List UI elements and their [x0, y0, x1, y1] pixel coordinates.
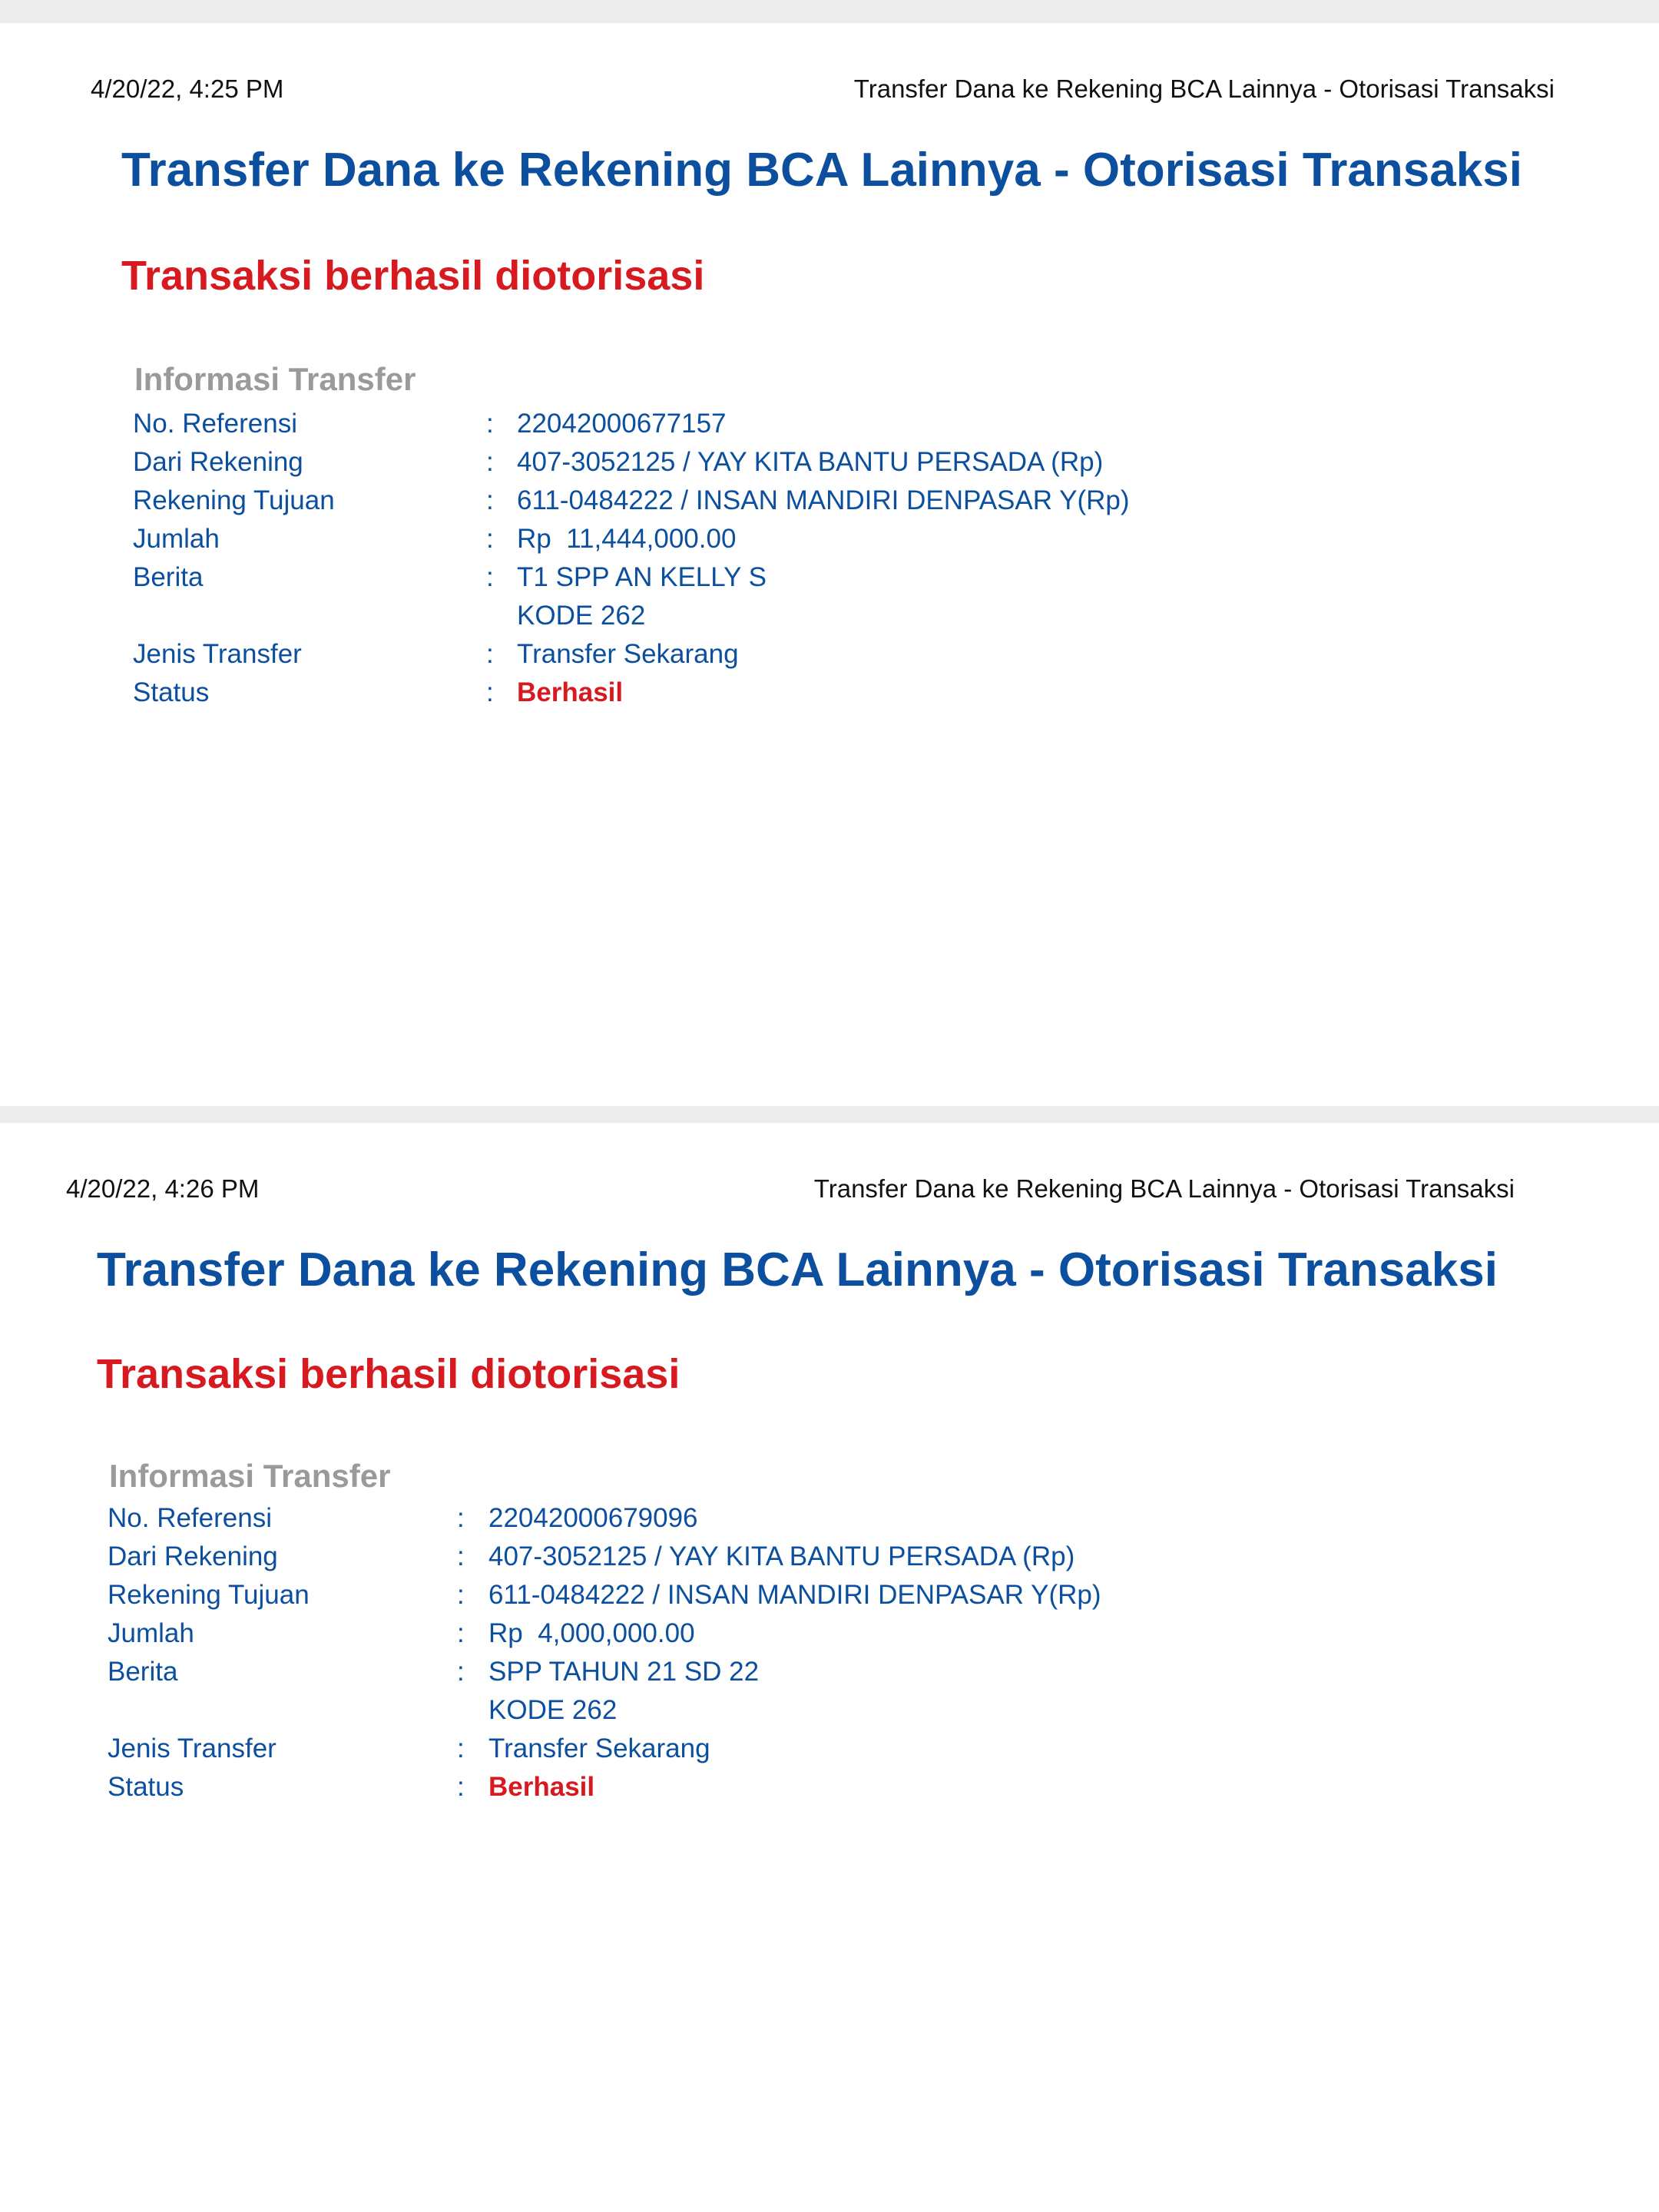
value-dari-rekening: 407-3052125 / YAY KITA BANTU PERSADA (Rp) — [517, 447, 1104, 477]
label-berita: Berita — [133, 562, 204, 592]
value-dari-rekening: 407-3052125 / YAY KITA BANTU PERSADA (Rp) — [488, 1541, 1075, 1571]
print-doc-title: Transfer Dana ke Rekening BCA Lainnya - Otorisasi Transaksi — [813, 1174, 1515, 1203]
value-jumlah: Rp 11,444,000.00 — [517, 524, 737, 554]
row-dari-rekening — [108, 1538, 1336, 1576]
value-jenis-transfer: Transfer Sekarang — [517, 639, 739, 669]
colon: : — [457, 1657, 465, 1687]
row-berita — [108, 1653, 1336, 1730]
row-jenis-transfer — [108, 1730, 1336, 1768]
row-status — [133, 674, 1362, 712]
row-no-referensi — [133, 405, 1362, 443]
label-no-referensi: No. Referensi — [108, 1503, 272, 1533]
label-jumlah: Jumlah — [108, 1618, 194, 1648]
row-no-referensi — [108, 1499, 1336, 1538]
section-title: Informasi Transfer — [134, 361, 416, 397]
label-dari-rekening: Dari Rekening — [133, 447, 303, 477]
label-status: Status — [133, 677, 210, 707]
label-status: Status — [108, 1772, 184, 1802]
value-berita — [488, 1653, 759, 1730]
label-jenis-transfer: Jenis Transfer — [108, 1734, 276, 1763]
colon: : — [457, 1734, 465, 1763]
print-doc-title: Transfer Dana ke Rekening BCA Lainnya - Otorisasi Transaksi — [853, 75, 1555, 103]
colon: : — [486, 524, 494, 554]
colon: : — [457, 1580, 465, 1610]
colon: : — [486, 409, 494, 439]
receipt-page-2 — [0, 1123, 1659, 2212]
value-berita — [517, 558, 767, 635]
colon: : — [457, 1541, 465, 1571]
label-rekening-tujuan: Rekening Tujuan — [133, 485, 335, 515]
berita-line-2: KODE 262 — [488, 1695, 618, 1725]
value-no-referensi: 22042000677157 — [517, 409, 727, 439]
row-dari-rekening — [133, 443, 1362, 482]
row-jumlah — [133, 520, 1362, 558]
section-title: Informasi Transfer — [109, 1458, 391, 1494]
label-rekening-tujuan: Rekening Tujuan — [108, 1580, 310, 1610]
value-jenis-transfer: Transfer Sekarang — [488, 1734, 710, 1763]
success-message: Transaksi berhasil diotorisasi — [97, 1351, 680, 1397]
row-status — [108, 1768, 1336, 1806]
page-title: Transfer Dana ke Rekening BCA Lainnya - Otorisasi Transaksi — [121, 144, 1522, 197]
value-rekening-tujuan: 611-0484222 / INSAN MANDIRI DENPASAR Y(Rp) — [488, 1580, 1101, 1610]
transfer-info-table — [133, 405, 1362, 712]
colon: : — [457, 1618, 465, 1648]
row-rekening-tujuan — [108, 1576, 1336, 1614]
status-badge: Berhasil — [517, 677, 624, 707]
value-no-referensi: 22042000679096 — [488, 1503, 698, 1533]
colon: : — [486, 562, 494, 592]
value-jumlah: Rp 4,000,000.00 — [488, 1618, 695, 1648]
transfer-info-table — [108, 1499, 1336, 1806]
print-datetime: 4/20/22, 4:25 PM — [91, 75, 284, 103]
row-jumlah — [108, 1614, 1336, 1653]
row-rekening-tujuan — [133, 482, 1362, 520]
colon: : — [486, 639, 494, 669]
berita-line-1: T1 SPP AN KELLY S — [517, 562, 767, 592]
label-no-referensi: No. Referensi — [133, 409, 297, 439]
colon: : — [457, 1503, 465, 1533]
row-jenis-transfer — [133, 635, 1362, 674]
label-jenis-transfer: Jenis Transfer — [133, 639, 302, 669]
success-message: Transaksi berhasil diotorisasi — [121, 253, 705, 299]
status-badge: Berhasil — [488, 1772, 595, 1802]
colon: : — [486, 677, 494, 707]
value-rekening-tujuan: 611-0484222 / INSAN MANDIRI DENPASAR Y(Rp) — [517, 485, 1130, 515]
label-jumlah: Jumlah — [133, 524, 220, 554]
print-datetime: 4/20/22, 4:26 PM — [66, 1174, 260, 1203]
colon: : — [486, 447, 494, 477]
berita-line-2: KODE 262 — [517, 601, 646, 631]
receipt-page-1 — [0, 23, 1659, 1106]
colon: : — [457, 1772, 465, 1802]
label-dari-rekening: Dari Rekening — [108, 1541, 278, 1571]
page-title: Transfer Dana ke Rekening BCA Lainnya - Otorisasi Transaksi — [97, 1243, 1498, 1296]
label-berita: Berita — [108, 1657, 178, 1687]
colon: : — [486, 485, 494, 515]
berita-line-1: SPP TAHUN 21 SD 22 — [488, 1657, 760, 1687]
row-berita — [133, 558, 1362, 635]
